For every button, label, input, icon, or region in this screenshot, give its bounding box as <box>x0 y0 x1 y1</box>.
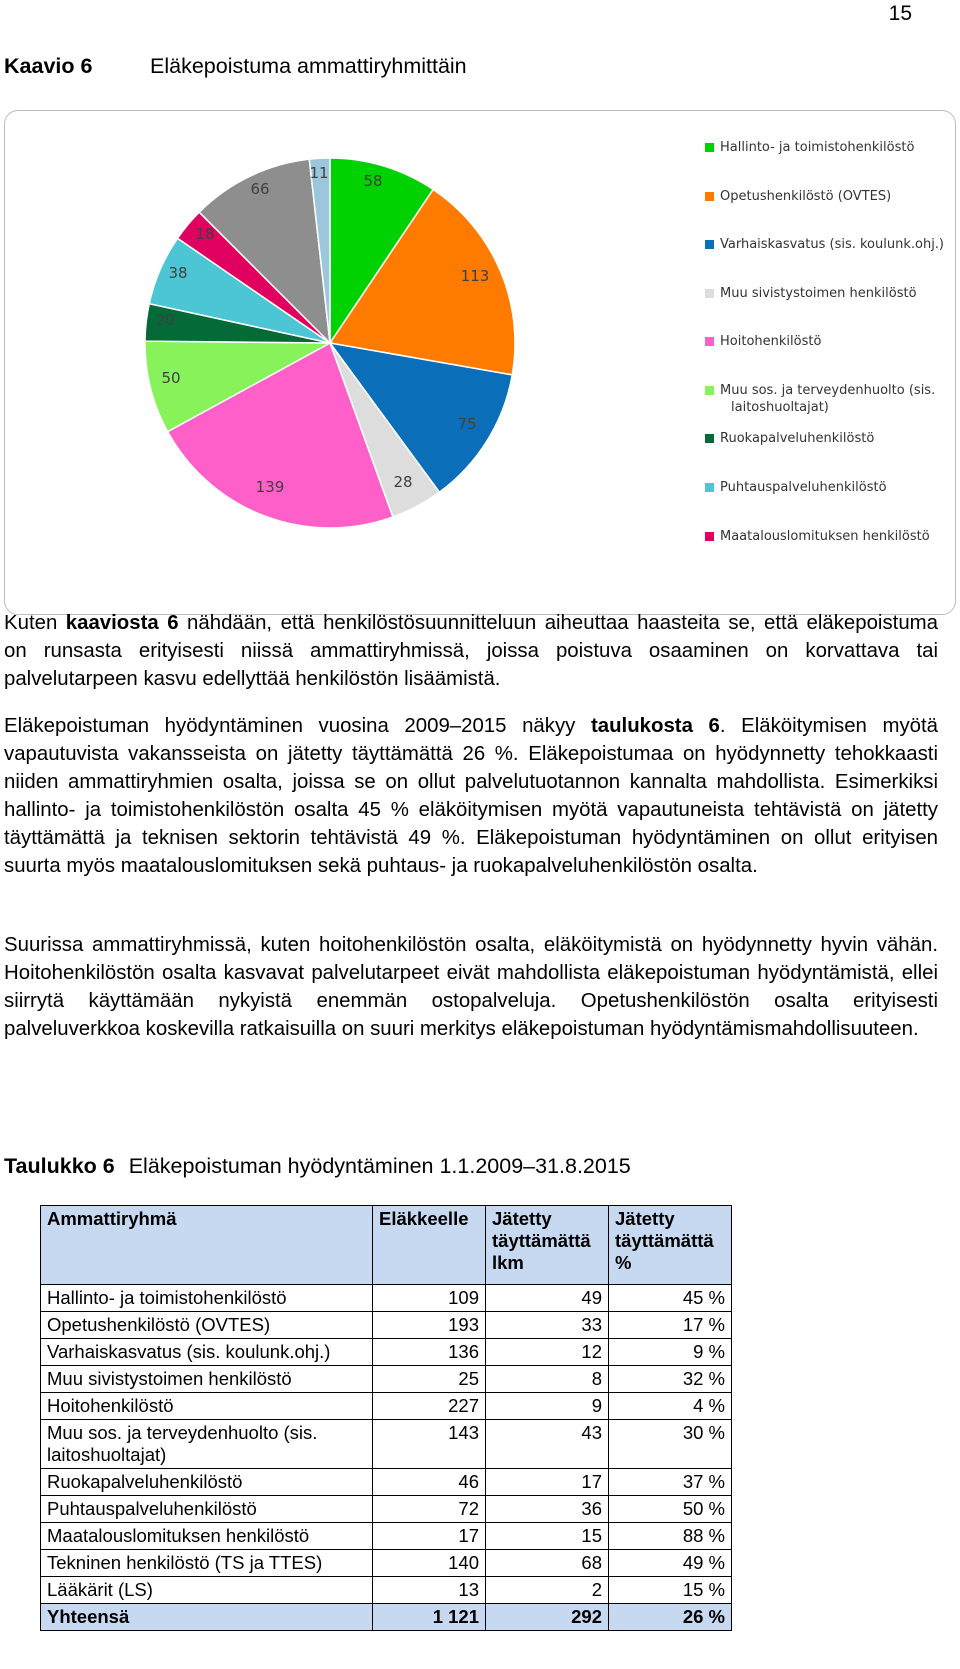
cell-occupation: Maatalouslomituksen henkilöstö <box>41 1523 373 1550</box>
table-row <box>41 1577 732 1604</box>
cell-retired: 136 <box>373 1339 486 1366</box>
cell-occupation: Ruokapalveluhenkilöstö <box>41 1469 373 1496</box>
cell-unfilled-percent: 32 % <box>609 1366 732 1393</box>
legend-swatch <box>705 289 714 298</box>
pie-data-label: 50 <box>161 369 181 387</box>
pie-chart <box>5 111 705 611</box>
cell-retired: 140 <box>373 1550 486 1577</box>
table-row <box>41 1393 732 1420</box>
pie-data-label: 28 <box>393 473 413 491</box>
pie-data-label: 139 <box>255 478 285 496</box>
pie-chart-frame <box>4 110 956 615</box>
cell-occupation: Hallinto- ja toimistohenkilöstö <box>41 1285 373 1312</box>
cell-occupation: Varhaiskasvatus (sis. koulunk.ohj.) <box>41 1339 373 1366</box>
legend-swatch <box>705 483 714 492</box>
cell-occupation: Puhtauspalveluhenkilöstö <box>41 1496 373 1523</box>
cell-unfilled-percent: 4 % <box>609 1393 732 1420</box>
cell-unfilled-count: 9 <box>486 1393 609 1420</box>
cell-unfilled-count: 15 <box>486 1523 609 1550</box>
cell-unfilled-percent: 49 % <box>609 1550 732 1577</box>
table-row <box>41 1523 732 1550</box>
cell-retired: 46 <box>373 1469 486 1496</box>
cell-unfilled-count: 292 <box>486 1604 609 1631</box>
cell-unfilled-percent: 37 % <box>609 1469 732 1496</box>
cell-retired: 143 <box>373 1420 486 1469</box>
cell-unfilled-percent: 45 % <box>609 1285 732 1312</box>
table-caption: Eläkepoistuman hyödyntäminen 1.1.2009–31.8.2015 <box>128 1154 631 1178</box>
legend-label: Ruokapalveluhenkilöstö <box>720 431 875 446</box>
pie-data-label: 18 <box>195 225 215 243</box>
figure-heading <box>4 54 467 79</box>
legend-label: Hallinto- ja toimistohenkilöstö <box>720 140 915 155</box>
cell-retired: 25 <box>373 1366 486 1393</box>
table-row <box>41 1285 732 1312</box>
cell-retired: 193 <box>373 1312 486 1339</box>
legend-swatch <box>705 434 714 443</box>
pie-data-label: 75 <box>457 415 477 433</box>
legend-label: Muu sivistystoimen henkilöstö <box>720 286 917 301</box>
pie-data-label: 58 <box>363 172 383 190</box>
cell-unfilled-count: 49 <box>486 1285 609 1312</box>
cell-unfilled-count: 12 <box>486 1339 609 1366</box>
figure-label: Kaavio 6 <box>4 54 93 78</box>
table-row <box>41 1312 732 1339</box>
paragraph-3: Suurissa ammattiryhmissä, kuten hoitohenkilöstön osalta, eläköitymistä on hyödynnetty hyvin vähän. Hoitohenkilöstön osalta kasvavat palvelutarpeet eivät mahdollista eläkepoistuman hyödyntämistä, ellei siirrytä käyttämään nykyistä enemmän ostopalveluja. Opetushenkilöstön osalta erityisesti palveluverkkoa koskevilla ratkaisuilla on suuri merkitys eläkepoistuman hyödyntämismahdollisuuteen. <box>4 934 938 1040</box>
table-row <box>41 1496 732 1523</box>
paragraph-1: Kuten kaaviosta 6 nähdään, että henkilöstösuunnitteluun aiheuttaa haasteita se, että eläkepoistuma on runsasta erityisesti niissä ammattiryhmissä, joissa poistuva osaaminen on korvattava tai palvelutarpeen kasvu edellyttää henkilöstön lisäämistä. <box>4 612 938 690</box>
pie-data-label: 20 <box>155 311 175 329</box>
cell-unfilled-count: 43 <box>486 1420 609 1469</box>
retirement-table <box>40 1205 732 1631</box>
legend-swatch <box>705 532 714 541</box>
paragraph-2: Eläkepoistuman hyödyntäminen vuosina 2009–2015 näkyy taulukosta 6. Eläköitymisen myötä vapautuvista vakansseista on jätetty täyttämättä 26 %. Eläkepoistumaa on hyödynnetty tehokkaasti niiden ammattiryhmien osalta, joissa se on ollut palvelutuotannon kannalta mahdollista. Esimerkiksi hallinto- ja toimistohenkilöstön osalta 45 % eläköitymisen myötä vapautuneista tehtävistä on jätetty täyttämättä ja teknisen sektorin tehtävistä 49 %. Eläkepoistuman hyödyntäminen on ollut erityisen suurta myös maatalouslomituksen sekä puhtaus- ja ruokapalveluhenkilöstön osalta. <box>4 715 938 877</box>
pie-data-label: 38 <box>168 264 188 282</box>
cell-retired: 17 <box>373 1523 486 1550</box>
cell-unfilled-percent: 26 % <box>609 1604 732 1631</box>
legend-label: Opetushenkilöstö (OVTES) <box>720 189 892 204</box>
cell-unfilled-count: 17 <box>486 1469 609 1496</box>
cell-unfilled-count: 33 <box>486 1312 609 1339</box>
cell-occupation: Lääkärit (LS) <box>41 1577 373 1604</box>
table-row <box>41 1339 732 1366</box>
table-label: Taulukko 6 <box>4 1154 115 1178</box>
cell-occupation: Muu sivistystoimen henkilöstö <box>41 1366 373 1393</box>
legend-swatch <box>705 240 714 249</box>
legend-label-line2: laitoshuoltajat) <box>731 400 829 415</box>
legend-label: Maatalouslomituksen henkilöstö <box>720 529 930 544</box>
legend-label: Muu sos. ja terveydenhuolto (sis. <box>720 383 936 398</box>
cell-occupation: Muu sos. ja terveydenhuolto (sis. laitoshuoltajat) <box>41 1420 373 1469</box>
cell-unfilled-percent: 88 % <box>609 1523 732 1550</box>
table-row <box>41 1469 732 1496</box>
pie-data-label: 11 <box>309 164 329 182</box>
pie-data-label: 66 <box>250 180 270 198</box>
figure-caption: Eläkepoistuma ammattiryhmittäin <box>150 54 467 78</box>
pie-data-label: 113 <box>460 267 490 285</box>
table-heading <box>4 1154 631 1179</box>
cell-occupation: Yhteensä <box>41 1604 373 1631</box>
cell-unfilled-percent: 9 % <box>609 1339 732 1366</box>
table-total-row <box>41 1604 732 1631</box>
cell-retired: 109 <box>373 1285 486 1312</box>
cell-occupation: Tekninen henkilöstö (TS ja TTES) <box>41 1550 373 1577</box>
cell-retired: 13 <box>373 1577 486 1604</box>
legend-label: Puhtauspalveluhenkilöstö <box>720 480 887 495</box>
cell-unfilled-count: 36 <box>486 1496 609 1523</box>
cell-unfilled-count: 68 <box>486 1550 609 1577</box>
legend-swatch <box>705 192 714 201</box>
legend-label: Hoitohenkilöstö <box>720 334 822 349</box>
legend-swatch <box>705 386 714 395</box>
header-occupation: Ammattiryhmä <box>41 1206 373 1285</box>
legend-swatch <box>705 143 714 152</box>
table-row <box>41 1550 732 1577</box>
cell-unfilled-percent: 30 % <box>609 1420 732 1469</box>
cell-unfilled-count: 8 <box>486 1366 609 1393</box>
figure-reference: kaaviosta 6 <box>65 612 179 634</box>
cell-unfilled-percent: 17 % <box>609 1312 732 1339</box>
cell-occupation: Opetushenkilöstö (OVTES) <box>41 1312 373 1339</box>
cell-unfilled-percent: 15 % <box>609 1577 732 1604</box>
cell-retired: 227 <box>373 1393 486 1420</box>
header-retired: Eläkkeelle <box>373 1206 486 1285</box>
cell-unfilled-count: 2 <box>486 1577 609 1604</box>
table-reference: taulukosta 6 <box>590 715 720 737</box>
table-header-row <box>41 1206 732 1285</box>
header-unfilled-count: Jätetty täyttämättä lkm <box>486 1206 609 1285</box>
legend-label: Varhaiskasvatus (sis. koulunk.ohj.) <box>720 237 945 252</box>
cell-occupation: Hoitohenkilöstö <box>41 1393 373 1420</box>
cell-unfilled-percent: 50 % <box>609 1496 732 1523</box>
table-row <box>41 1366 732 1393</box>
page-number: 15 <box>888 2 912 25</box>
legend-swatch <box>705 337 714 346</box>
cell-retired: 1 121 <box>373 1604 486 1631</box>
header-unfilled-percent: Jätetty täyttämättä % <box>609 1206 732 1285</box>
table-row <box>41 1420 732 1469</box>
cell-retired: 72 <box>373 1496 486 1523</box>
